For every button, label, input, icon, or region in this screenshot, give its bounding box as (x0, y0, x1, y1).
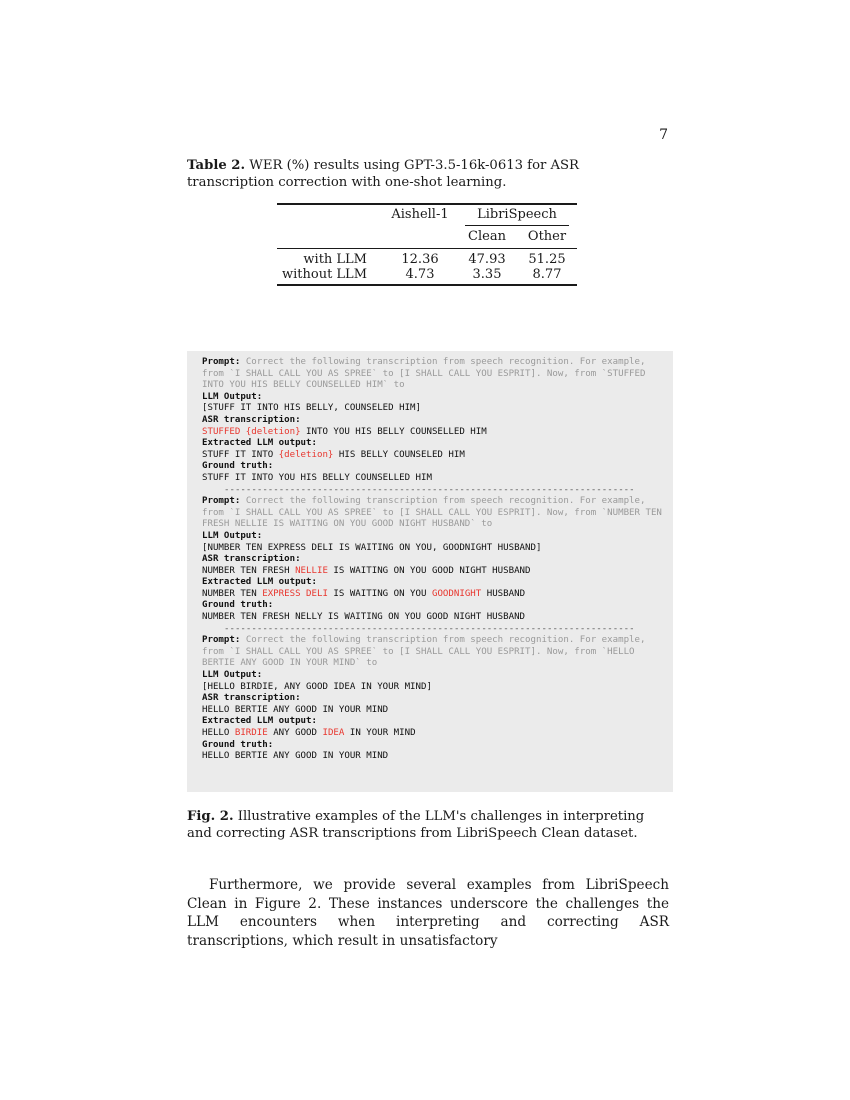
prompt-text: FRESH NELLIE IS WAITING ON YOU GOOD NIGHT HUSBAND` to (202, 519, 493, 530)
prompt-text: INTO YOU HIS BELLY COUNSELLED HIM` to (202, 380, 405, 391)
extracted-error-highlight: {deletion} (278, 449, 334, 460)
figure-caption-text: Illustrative examples of the LLM's challenges in interpreting and correcting ASR transcriptions from LibriSpeech Clean dataset. (187, 809, 645, 841)
figure-caption-label: Fig. 2. (187, 809, 234, 824)
extracted-text-part: HIS BELLY COUNSELED HIM (333, 449, 465, 460)
header-aishell: Aishell-1 (391, 207, 449, 222)
asr-text: HELLO BERTIE ANY GOOD IN YOUR MIND (202, 704, 389, 715)
extracted-label: Extracted LLM output: (202, 577, 317, 588)
subheader-other: Other (527, 229, 567, 244)
extracted-error-highlight: EXPRESS DELI (262, 588, 328, 599)
prompt-text: from `I SHALL CALL YOU AS SPREE` to [I SHALL CALL YOU ESPRIT]. Now, from `STUFFED (202, 368, 646, 379)
librispeech-cmidrule (465, 225, 569, 226)
extracted-error-highlight: BIRDIE (234, 728, 268, 738)
asr-label: ASR transcription: (202, 554, 301, 565)
llm-output-text: [HELLO BIRDIE, ANY GOOD IDEA IN YOUR MIND] (202, 681, 432, 692)
examples-text (202, 357, 668, 763)
table-bottom-rule (277, 284, 577, 286)
llm-output-label: LLM Output: (202, 530, 263, 541)
prompt-text: Correct the following transcription from speech recognition. For example, (245, 496, 646, 507)
extracted-text (202, 450, 668, 462)
llm-output-label: LLM Output: (202, 391, 263, 402)
cell-other: 51.25 (528, 252, 566, 267)
extracted-text-part: IN YOUR MIND (344, 728, 416, 738)
prompt-text: Correct the following transcription from speech recognition. For example, (245, 357, 646, 367)
extracted-text-part: IS WAITING ON YOU (327, 588, 432, 599)
ground-truth-text: STUFF IT INTO YOU HIS BELLY COUNSELLED HIM (202, 472, 432, 483)
prompt-text: from `I SHALL CALL YOU AS SPREE` to [I SHALL CALL YOU ESPRIT]. Now, from `NUMBER TEN (202, 507, 662, 518)
prompt-text: BERTIE ANY GOOD IN YOUR MIND` to (202, 658, 378, 669)
cell-clean: 47.93 (468, 252, 506, 267)
ground-truth-text: NUMBER TEN FRESH NELLY IS WAITING ON YOU GOOD NIGHT HUSBAND (202, 612, 526, 623)
asr-error-highlight: NELLIE (295, 565, 328, 576)
figure-examples-box (187, 351, 673, 792)
extracted-text (202, 728, 668, 740)
cell-aishell: 4.73 (405, 267, 435, 282)
body-paragraph: Furthermore, we provide several examples from LibriSpeech Clean in Figure 2. These instances underscore the challenges the LLM encounters when interpreting and correcting ASR transcriptions, which result in unsatisfactory (187, 877, 669, 949)
llm-output-text: [STUFF IT INTO HIS BELLY, COUNSELED HIM] (202, 403, 421, 414)
prompt-label: Prompt: (202, 357, 241, 367)
llm-output-text: [NUMBER TEN EXPRESS DELI IS WAITING ON YOU, GOODNIGHT HUSBAND] (202, 542, 542, 553)
subheader-clean: Clean (468, 229, 506, 244)
row-label: without LLM (281, 267, 367, 282)
cell-aishell: 12.36 (401, 252, 439, 267)
extracted-label: Extracted LLM output: (202, 716, 317, 727)
page-number: 7 (659, 127, 668, 143)
figure-caption (187, 808, 669, 842)
extracted-text-part: HUSBAND (481, 588, 526, 599)
prompt-text: from `I SHALL CALL YOU AS SPREE` to [I SHALL CALL YOU ESPRIT]. Now, from `HELLO (202, 646, 635, 657)
prompt-line (202, 635, 668, 647)
prompt-line (202, 357, 668, 369)
asr-text-part: IS WAITING ON YOU GOOD NIGHT HUSBAND (327, 565, 531, 576)
extracted-text-part: NUMBER TEN (202, 588, 263, 599)
table-caption (187, 157, 669, 191)
example-separator: --------------------------------------------------------------------------- (224, 484, 635, 495)
asr-text-part: INTO YOU HIS BELLY COUNSELLED HIM (300, 426, 487, 437)
table-mid-rule (277, 248, 577, 249)
extracted-text-part: HELLO (202, 728, 235, 738)
extracted-text-part: STUFF IT INTO (202, 449, 279, 460)
asr-text-part: NUMBER TEN FRESH (202, 565, 296, 576)
ground-truth-label: Ground truth: (202, 739, 274, 750)
ground-truth-label: Ground truth: (202, 600, 274, 611)
header-librispeech: LibriSpeech (477, 207, 557, 222)
table-caption-text: WER (%) results using GPT-3.5-16k-0613 for ASR transcription correction with one-shot learning. (187, 158, 579, 190)
asr-error-highlight: STUFFED {deletion} (202, 426, 301, 437)
extracted-text (202, 589, 668, 601)
asr-label: ASR transcription: (202, 693, 301, 704)
llm-output-label: LLM Output: (202, 670, 263, 681)
example-separator: --------------------------------------------------------------------------- (224, 623, 635, 634)
ground-truth-label: Ground truth: (202, 461, 274, 472)
cell-clean: 3.35 (472, 267, 502, 282)
prompt-line (202, 496, 668, 508)
row-label: with LLM (303, 252, 367, 267)
extracted-text-part: ANY GOOD (267, 728, 323, 738)
extracted-error-highlight: IDEA (322, 728, 345, 738)
extracted-error-highlight: GOODNIGHT (431, 588, 482, 599)
prompt-label: Prompt: (202, 635, 241, 646)
cell-other: 8.77 (532, 267, 562, 282)
asr-label: ASR transcription: (202, 414, 301, 425)
ground-truth-text: HELLO BERTIE ANY GOOD IN YOUR MIND (202, 751, 389, 762)
table-caption-label: Table 2. (187, 158, 246, 173)
asr-text (202, 566, 668, 578)
asr-text (202, 427, 668, 439)
table-top-rule (277, 203, 577, 205)
prompt-label: Prompt: (202, 496, 241, 507)
extracted-label: Extracted LLM output: (202, 438, 317, 449)
prompt-text: Correct the following transcription from speech recognition. For example, (245, 635, 646, 646)
